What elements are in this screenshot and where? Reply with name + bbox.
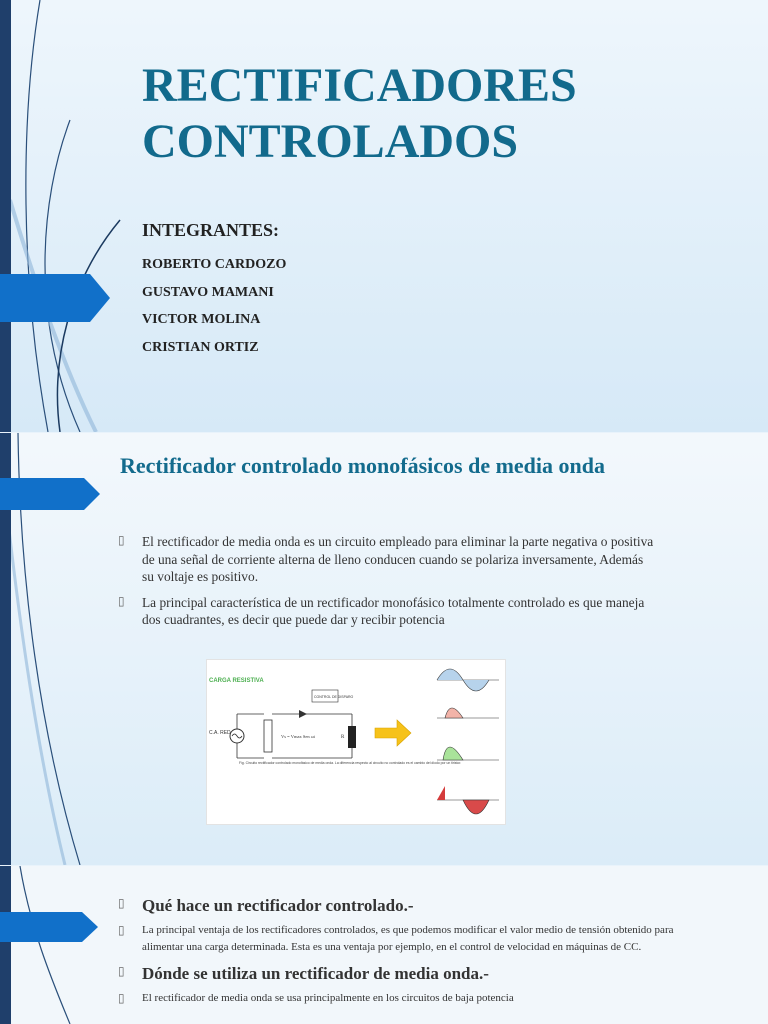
left-accent-bar: [0, 0, 11, 432]
slide-title-heading: [142, 58, 742, 170]
resistor-icon: [348, 726, 356, 748]
figure-label: CARGA RESISTIVA: [209, 678, 264, 684]
slide-heading: Rectificador controlado monofásicos de media onda: [120, 453, 605, 478]
left-accent-bar: [0, 866, 11, 1024]
bullet-square-icon: ▯: [118, 533, 125, 547]
question-heading: ▯ Qué hace un rectificador controlado.-: [118, 896, 414, 915]
figure-caption: Fig. Circuito rectificador controlado monofásico de media onda. La diferencia respecto al circuito no controlado es el cambio del diodo por un tiristor.: [239, 761, 462, 765]
blue-arrow-tab: [0, 274, 110, 322]
svg-text:Vs = Vmax Sen ωt: Vs = Vmax Sen ωt: [281, 734, 315, 739]
arrow-right-icon: [375, 720, 411, 746]
list-item: [118, 594, 658, 629]
bullet-list: [118, 533, 658, 637]
bullet-text: El rectificador de media onda es un circuito empleado para eliminar la parte negativa o positiva de una señal de corriente alterna de lleno conducen cuando se polariza inversamente, Además su voltaje es positivo.: [142, 534, 654, 584]
circuit-diagram: [207, 660, 507, 826]
bullet-square-icon: ▯: [118, 593, 125, 608]
faq-block: [118, 896, 678, 1015]
bullet-square-icon: ▯: [118, 923, 125, 937]
bullet-square-icon: ▯: [118, 896, 125, 910]
member-name: VICTOR MOLINA: [142, 312, 261, 327]
transformer-icon: [264, 720, 272, 752]
answer-text: ▯ La principal ventaja de los rectificadores controlados, es que podemos modificar el valor medio de tensión obtenido para alimentar una carga determinada. Esta es una ventaja por ejemplo, en el control de velocidad en máquinas de CC.: [118, 923, 674, 953]
question-heading: ▯ Dónde se utiliza un rectificador de media onda.-: [118, 964, 489, 983]
bullet-text: La principal característica de un rectificador monofásico totalmente controlado es que maneja dos cuadrantes, es decir que puede dar y recibir potencia: [142, 594, 645, 627]
bullet-square-icon: ▯: [118, 991, 125, 1005]
slide-faq: [0, 866, 768, 1024]
svg-text:CONTROL DE DISPARO: CONTROL DE DISPARO: [314, 695, 354, 699]
decorative-swoosh: [0, 0, 140, 432]
thyristor-icon: [299, 710, 307, 718]
member-name: CRISTIAN ORTIZ: [142, 339, 259, 355]
circuit-figure: [206, 659, 506, 825]
blue-arrow-tab: [0, 912, 98, 942]
member-name: ROBERTO CARDOZO: [142, 257, 287, 272]
member-name: GUSTAVO MAMANI: [142, 284, 274, 300]
title-line-2: CONTROLADOS: [142, 115, 519, 168]
answer-text: ▯ El rectificador de media onda se usa principalmente en los circuitos de baja potencia: [118, 991, 514, 1005]
bullet-square-icon: ▯: [118, 964, 125, 978]
list-item: [118, 533, 658, 586]
slide-title: [0, 0, 768, 432]
title-line-1: RECTIFICADORES: [142, 59, 577, 112]
blue-arrow-tab: [0, 478, 100, 510]
members-heading: INTEGRANTES:: [142, 220, 280, 240]
members-block: [142, 220, 286, 361]
svg-text:R: R: [341, 735, 345, 740]
waveform-panel: [437, 669, 499, 814]
slide-half-wave: [0, 433, 768, 865]
source-label: C.A. RED: [209, 730, 231, 736]
